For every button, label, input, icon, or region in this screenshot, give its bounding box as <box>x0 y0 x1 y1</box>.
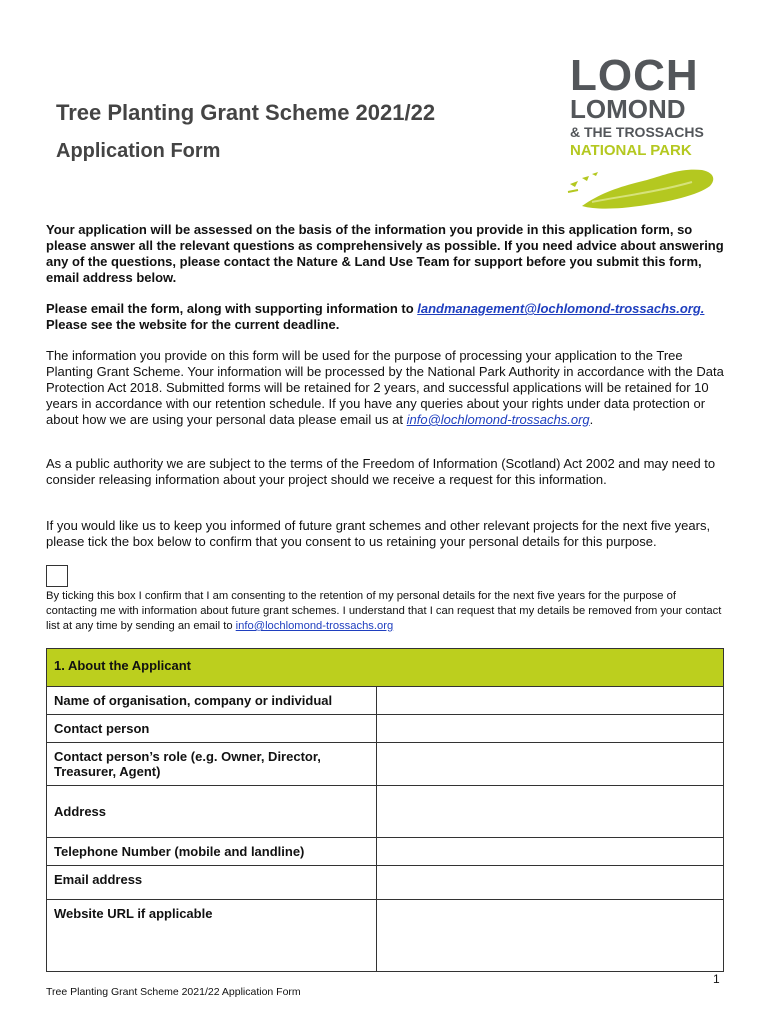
consent-text: By ticking this box I confirm that I am consenting to the retention of my personal details for the next five years for the purpose of contacting me with information about future grant schemes. I understand that I can request that my details be removed from your contact list at any time by sending an email to <box>46 590 722 632</box>
applicant-details-table <box>46 648 724 972</box>
email-input[interactable] <box>377 866 724 900</box>
page-subtitle: Application Form <box>56 140 221 162</box>
field-label-website: Website URL if applicable <box>47 900 377 972</box>
foi-paragraph: As a public authority we are subject to the terms of the Freedom of Information (Scotland) Act 2002 and may need to consider releasing information about your project should we receive a request for this information. <box>46 456 716 487</box>
table-row <box>47 786 724 838</box>
logo-line-loch: LOCH <box>570 51 699 100</box>
table-row <box>47 838 724 866</box>
field-label-telephone: Telephone Number (mobile and landline) <box>47 838 377 866</box>
data-protection-end: . <box>589 412 594 427</box>
contact-role-input[interactable] <box>377 743 724 786</box>
telephone-input[interactable] <box>377 838 724 866</box>
consent-request-paragraph: If you would like us to keep you informed of future grant schemes and other relevant projects for the next five years, please tick the box below to confirm that you consent to us retaining your personal details for this purpose. <box>46 518 711 549</box>
table-row <box>47 866 724 900</box>
field-label-contact-person: Contact person <box>47 715 377 743</box>
assessment-paragraph: Your application will be assessed on the basis of the information you provide in this application form, so please answer all the relevant questions as comprehensively as possible. If you need advice about answering any of the questions, please contact the Nature & Land Use Team for support before you submit this form, email address below. <box>46 222 724 285</box>
field-label-address: Address <box>47 786 377 838</box>
website-input[interactable] <box>377 900 724 972</box>
section-header-row <box>47 649 724 687</box>
field-label-email: Email address <box>47 866 377 900</box>
submission-text-end: Please see the website for the current deadline. <box>46 317 340 332</box>
data-protection-paragraph <box>46 348 728 428</box>
table-row <box>47 687 724 715</box>
consent-email-link[interactable]: info@lochlomond-trossachs.org <box>235 620 394 632</box>
page-number: 1 <box>713 972 720 986</box>
footer-text: Tree Planting Grant Scheme 2021/22 Application Form <box>46 986 301 998</box>
park-logo <box>562 52 722 212</box>
field-label-organisation: Name of organisation, company or individual <box>47 687 377 715</box>
logo-line-national-park: NATIONAL PARK <box>570 142 692 159</box>
field-label-contact-role: Contact person’s role (e.g. Owner, Director, Treasurer, Agent) <box>47 743 377 786</box>
loch-landscape-icon <box>562 162 722 212</box>
table-row <box>47 743 724 786</box>
address-input[interactable] <box>377 786 724 838</box>
landmanagement-email-link[interactable]: landmanagement@lochlomond-trossachs.org. <box>417 301 705 316</box>
data-protection-text: The information you provide on this form will be used for the purpose of processing your application to the Tree Planting Grant Scheme. Your information will be processed by the National Park Authority in accordance with the Data Protection Act 2018. Submitted forms will be retained for 2 years, and successful applications will be retained for 10 years in accordance with our retention schedule. If you have any queries about your rights under data protection or about how we are using your personal data please email us at <box>46 348 724 427</box>
section-heading: 1. About the Applicant <box>47 649 724 687</box>
contact-person-input[interactable] <box>377 715 724 743</box>
info-email-link[interactable]: info@lochlomond-trossachs.org <box>406 412 590 427</box>
logo-line-trossachs: & THE TROSSACHS <box>570 124 704 140</box>
submission-paragraph <box>46 301 728 333</box>
consent-statement <box>46 589 730 634</box>
organisation-input[interactable] <box>377 687 724 715</box>
table-row <box>47 900 724 972</box>
submission-text-start: Please email the form, along with supporting information to <box>46 301 418 316</box>
consent-checkbox[interactable] <box>46 565 68 587</box>
page-title: Tree Planting Grant Scheme 2021/22 <box>56 100 436 125</box>
logo-line-lomond: LOMOND <box>570 94 686 124</box>
table-row <box>47 715 724 743</box>
